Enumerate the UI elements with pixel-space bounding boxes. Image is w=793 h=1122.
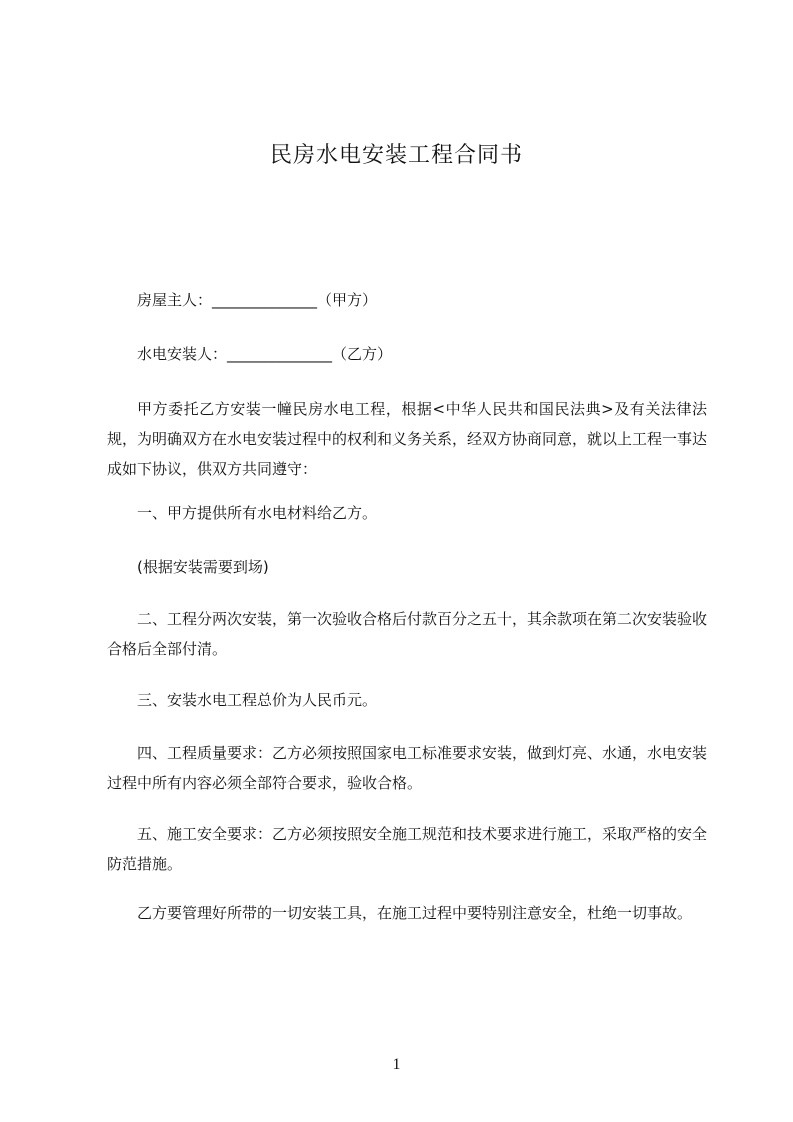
clause-4: 四、工程质量要求：乙方必须按照国家电工标准要求安装，做到灯亮、水通，水电安装过程中所有内容必须全部符合要求，验收合格。 bbox=[107, 744, 708, 792]
intro-paragraph: 甲方委托乙方安装一幢民房水电工程，根据<中华人民共和国民法典>及有关法律法规，为明确双方在水电安装过程中的权利和义务关系，经双方协商同意，就以上工程一事达成如下协议，供双方共同遵守： bbox=[107, 400, 708, 478]
party-a-line: 房屋主人：______________（甲方） bbox=[137, 291, 378, 309]
clause-5-extra: 乙方要管理好所带的一切安装工具，在施工过程中要特别注意安全，杜绝一切事故。 bbox=[137, 904, 693, 922]
clause-5: 五、施工安全要求：乙方必须按照安全施工规范和技术要求进行施工，采取严格的安全防范措施。 bbox=[107, 825, 708, 873]
clause-1-note: (根据安装需要到场) bbox=[137, 558, 269, 576]
page-number: 1 bbox=[392, 1056, 401, 1073]
clause-2: 二、工程分两次安装，第一次验收合格后付款百分之五十，其余款项在第二次安装验收合格后全部付清。 bbox=[107, 610, 708, 658]
clause-1: 一、甲方提供所有水电材料给乙方。 bbox=[137, 504, 378, 522]
party-b-line: 水电安装人：______________（乙方） bbox=[137, 345, 393, 363]
document-title: 民房水电安装工程合同书 bbox=[269, 143, 523, 168]
clause-3: 三、安装水电工程总价为人民币元。 bbox=[137, 691, 378, 709]
